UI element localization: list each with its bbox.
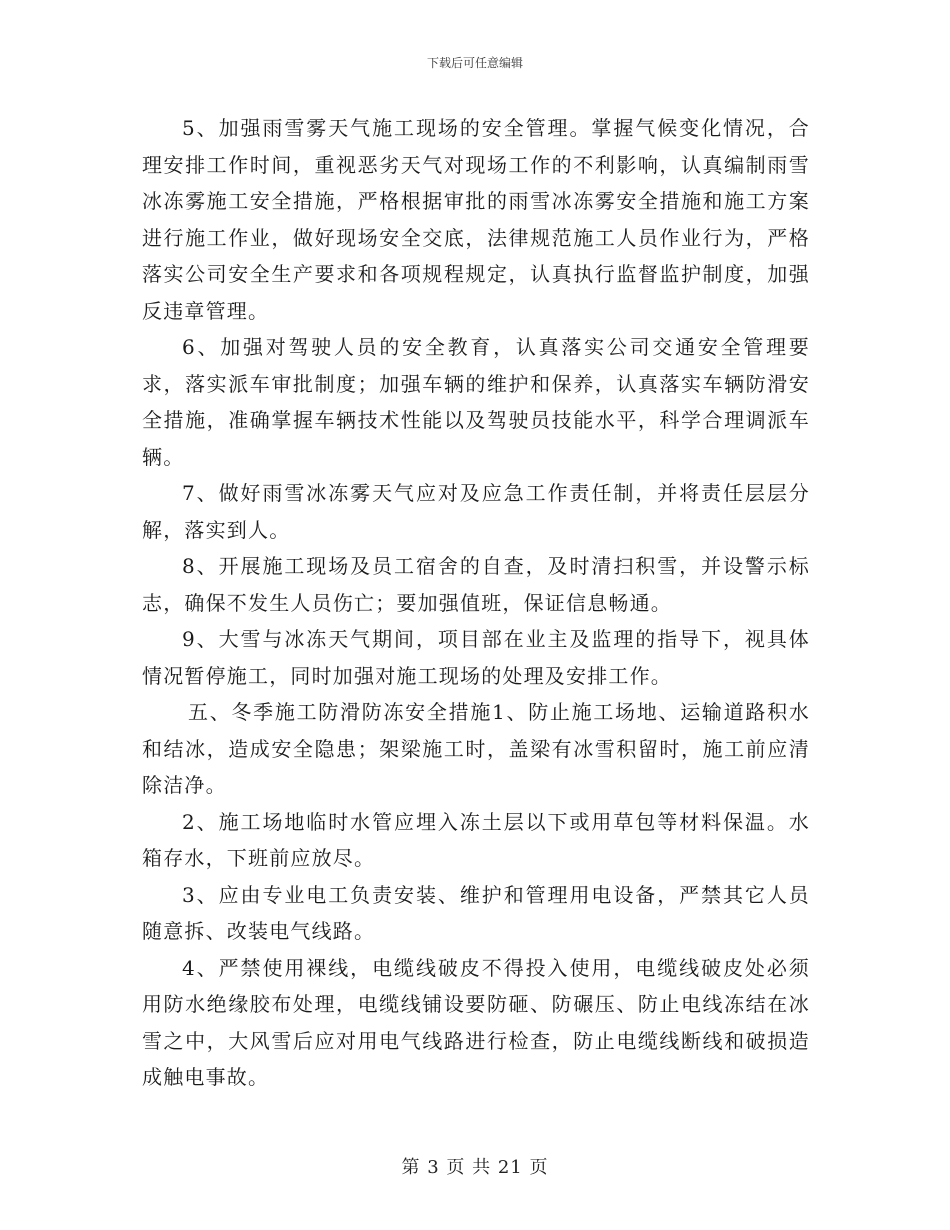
page-number: 第 3 页 共 21 页 xyxy=(401,1157,549,1178)
section-five-paragraph: 五、冬季施工防滑防冻安全措施1、防止施工场地、运输道路积水和结冰，造成安全隐患；架梁施工时，盖梁有冰雪积留时，施工前应清除洁净。 xyxy=(142,700,810,797)
paragraph-item-9: 9、大雪与冰冻天气期间，项目部在业主及监理的指导下，视具体情况暂停施工，同时加强对施工现场的处理及安排工作。 xyxy=(142,627,810,688)
paragraph-item-2: 2、施工场地临时水管应埋入冻土层以下或用草包等材料保温。水箱存水，下班前应放尽。 xyxy=(142,809,810,870)
paragraph-item-6: 6、加强对驾驶人员的安全教育，认真落实公司交通安全管理要求，落实派车审批制度；加强车辆的维护和保养，认真落实车辆防滑安全措施，准确掌握车辆技术性能以及驾驶员技能水平，科学合理调派车辆。 xyxy=(142,335,810,469)
paragraph-item-3: 3、应由专业电工负责安装、维护和管理用电设备，严禁其它人员随意拆、改装电气线路。 xyxy=(142,882,810,943)
paragraph-item-5: 5、加强雨雪雾天气施工现场的安全管理。掌握气候变化情况，合理安排工作时间，重视恶劣天气对现场工作的不利影响，认真编制雨雪冰冻雾施工安全措施，严格根据审批的雨雪冰冻雾安全措施和施工方案进行施工作业，做好现场安全交底，法律规范施工人员作业行为，严格落实公司安全生产要求和各项规程规定，认真执行监督监护制度，加强反违章管理。 xyxy=(142,116,810,323)
page-header: 下载后可任意编辑 xyxy=(426,56,523,70)
paragraph-item-4: 4、严禁使用裸线，电缆线破皮不得投入使用，电缆线破皮处必须用防水绝缘胶布处理，电缆线铺设要防砸、防碾压、防止电线冻结在冰雪之中，大风雪后应对用电气线路进行检查，防止电缆线断线和破损造成触电事故。 xyxy=(142,955,810,1089)
paragraph-item-8: 8、开展施工现场及员工宿舍的自查，及时清扫积雪，并设警示标志，确保不发生人员伤亡；要加强值班，保证信息畅通。 xyxy=(142,554,810,615)
document-body xyxy=(142,110,810,1096)
paragraph-item-7: 7、做好雨雪冰冻雾天气应对及应急工作责任制，并将责任层层分解，落实到人。 xyxy=(142,481,810,542)
